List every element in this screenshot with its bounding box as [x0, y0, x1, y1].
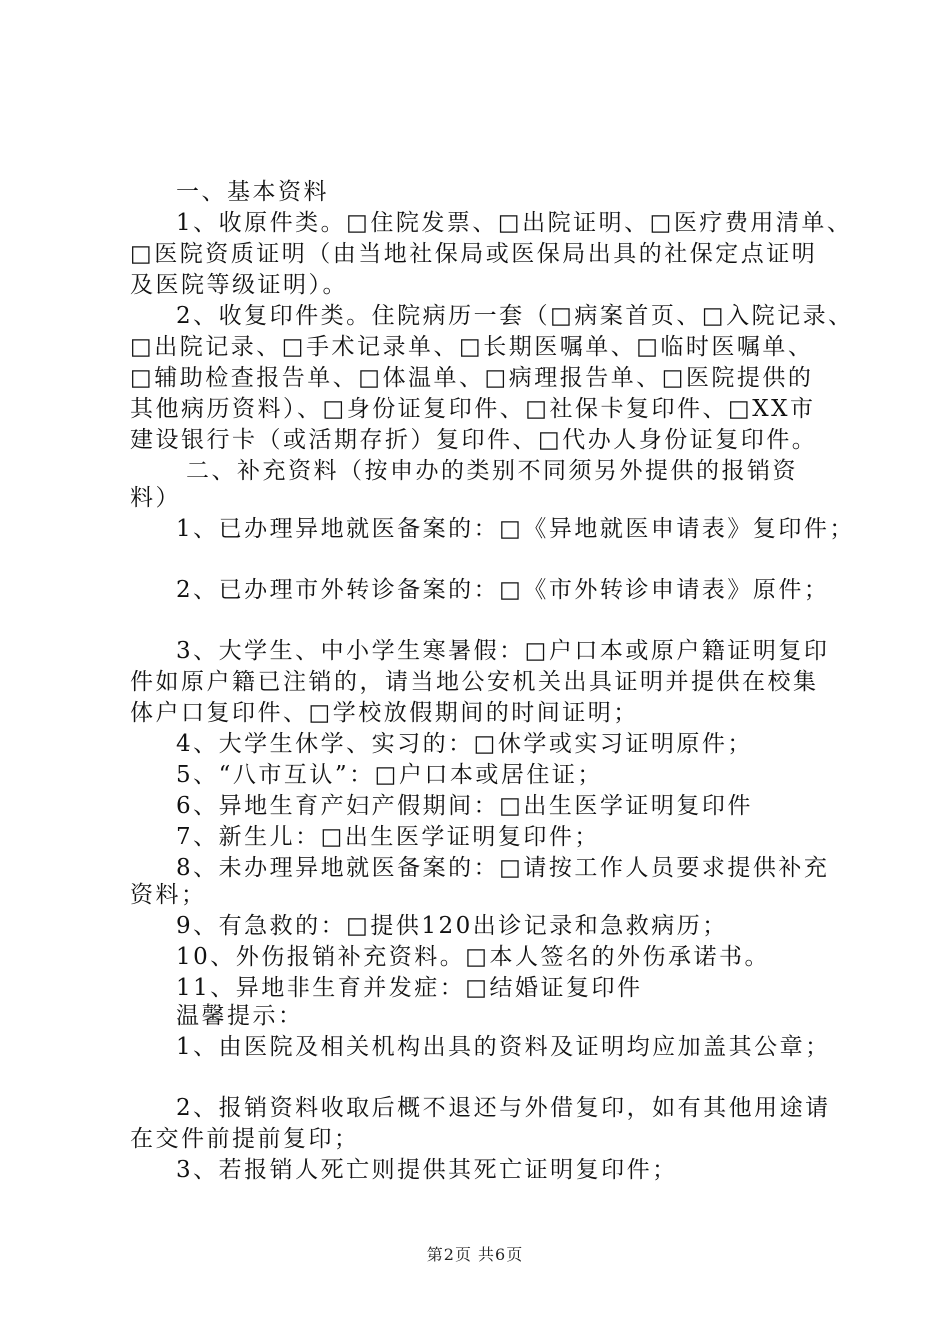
paragraph-line: 11、异地非生育并发症：□结婚证复印件 [176, 975, 643, 1001]
paragraph-line: 资料； [130, 882, 207, 908]
paragraph-line: □辅助检查报告单、□体温单、□病理报告单、□医院提供的 [130, 365, 814, 391]
paragraph-line: 8、未办理异地就医备案的：□请按工作人员要求提供补充 [176, 855, 830, 881]
paragraph-line: 2、报销资料收取后概不退还与外借复印，如有其他用途请 [176, 1095, 831, 1121]
paragraph-line: 9、有急救的：□提供120出诊记录和急救病历； [176, 913, 728, 939]
heading-reminder: 温馨提示： [176, 1003, 304, 1029]
paragraph-line: 1、由医院及相关机构出具的资料及证明均应加盖其公章； [176, 1034, 831, 1060]
paragraph-line: 5、“八市互认”：□户口本或居住证； [176, 762, 603, 788]
paragraph-line: 3、若报销人死亡则提供其死亡证明复印件； [176, 1157, 678, 1183]
paragraph-line: 建设银行卡（或活期存折）复印件、□代办人身份证复印件。 [130, 427, 818, 453]
paragraph-line: 10、外伤报销补充资料。□本人签名的外伤承诺书。 [176, 944, 770, 970]
paragraph-line: 3、大学生、中小学生寒暑假：□户口本或原户籍证明复印 [176, 638, 830, 664]
paragraph-line: 料） [130, 485, 181, 511]
paragraph-line: 在交件前提前复印； [130, 1126, 360, 1152]
paragraph-line: □医院资质证明（由当地社保局或医保局出具的社保定点证明 [130, 241, 818, 267]
heading-supplementary-materials: 二、补充资料（按申办的类别不同须另外提供的报销资 [186, 458, 798, 484]
paragraph-line: 4、大学生休学、实习的：□休学或实习证明原件； [176, 731, 753, 757]
paragraph-line: 7、新生儿：□出生医学证明复印件； [176, 824, 600, 850]
paragraph-line: □出院记录、□手术记录单、□长期医嘱单、□临时医嘱单、 [130, 334, 814, 360]
paragraph-line: 1、已办理异地就医备案的：□《异地就医申请表》复印件； [176, 516, 855, 542]
paragraph-line: 其他病历资料）、□身份证复印件、□社保卡复印件、□XX市 [130, 396, 816, 422]
paragraph-line: 及医院等级证明）。 [130, 272, 348, 298]
paragraph-line: 1、收原件类。□住院发票、□出院证明、□医疗费用清单、 [176, 210, 853, 236]
heading-basic-materials: 一、基本资料 [176, 179, 329, 205]
paragraph-line: 2、收复印件类。住院病历一套（□病案首页、□入院记录、 [176, 303, 854, 329]
paragraph-line: 6、异地生育产妇产假期间：□出生医学证明复印件 [176, 793, 753, 819]
page-number-footer: 第2页 共6页 [426, 1245, 524, 1264]
paragraph-line: 体户口复印件、□学校放假期间的时间证明； [130, 700, 639, 726]
paragraph-line: 2、已办理市外转诊备案的：□《市外转诊申请表》原件； [176, 577, 830, 603]
paragraph-line: 件如原户籍已注销的，请当地公安机关出具证明并提供在校集 [130, 669, 819, 695]
